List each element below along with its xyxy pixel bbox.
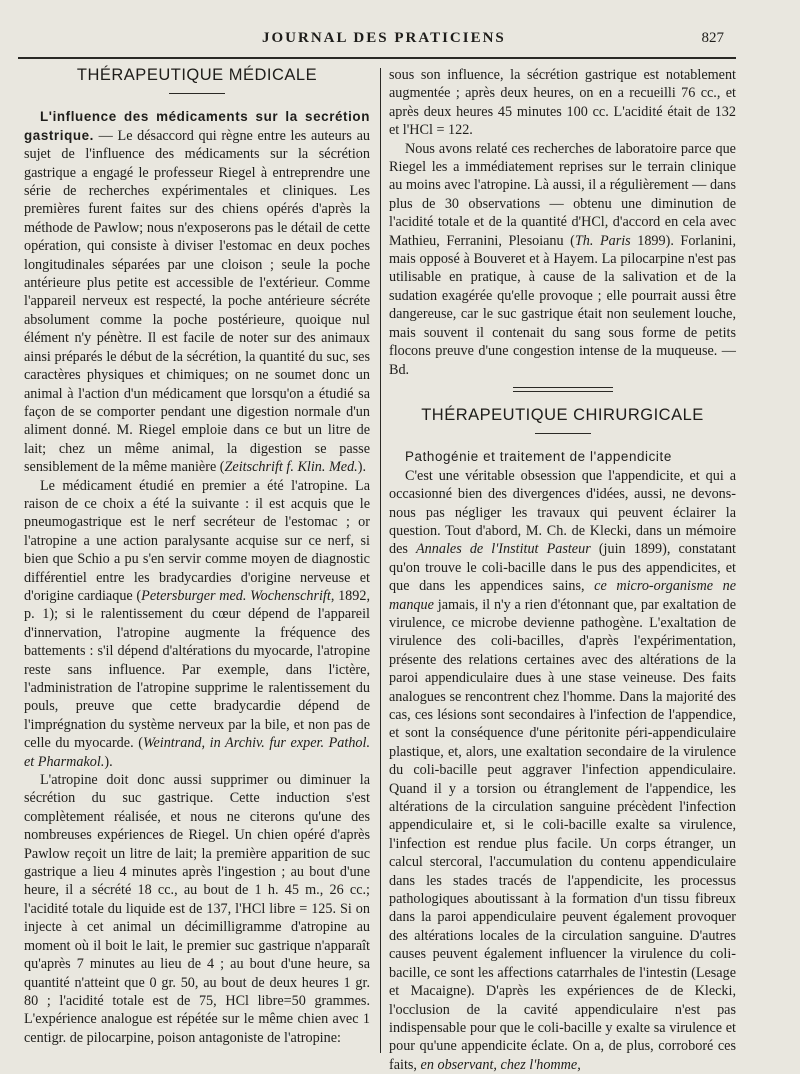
paragraph-text: Le médicament étudié en premier a été l'atropine. La raison de ce choix a été la suivante : il est acquis que le pneumogastrique est le nerf secréteur de l'estomac ; or l'atropine a une action paralysante acquise sur ce nerf, si bien que Schio a pu s'en servir comme moyen de diagnostic différentiel entre les bradycardies d'origine nerveuse et d'origine cardiaque ( <box>24 477 370 604</box>
paragraph-text: ). <box>104 753 113 770</box>
paragraph-text: C'est une véritable obsession que l'appendicite, et qui a occasionné bien des divergences d'idées, aussi, ne devons-nous pas négliger les travaux qui peuvent éclairer la question. Tout d'abord, M. Ch. de Klecki, dans un mémoire des <box>389 467 736 558</box>
citation: Weintrand, in Archiv. fur exper. Pathol. et Pharmakol. <box>24 735 370 770</box>
paragraph-text: , 1892, p. 1); si le ralentissement du cœur dépend de l'appareil d'innervation, l'atropine augmente la fréquence des battements : s'il dépend d'altérations du myocarde, l'atropine reste sans influence. Par exemple, dans l'ictère, l'administration de l'atropine supprime le ralentissement du pouls, preuve que cette bradycardie dépend de l'imprégnation du système nerveux par la bile, et non pas de celle du myocarde. ( <box>24 587 371 752</box>
section-rule <box>169 93 225 94</box>
paragraph-text: 1899). Forlanini, mais opposé à Bouveret et à Hayem. La pilocarpine n'est pas utilisable en pratique, à cause de la salivation et de la sudation exagérée qu'elle provoque ; elle pourrait aussi être dangereuse, car le suc gastrique était non seulement louche, mais souvent il contenait du sang sous forme de petits flocons preuve d'une congestion intense de la muqueuse. — Bd. <box>389 232 736 378</box>
citation: Annales de l'Institut Pasteur <box>416 541 591 558</box>
article-paragraph-4 <box>389 140 736 379</box>
column-divider <box>380 68 381 1053</box>
emphasis: ce micro-organisme ne manque <box>389 578 736 613</box>
section-rule <box>535 433 591 434</box>
journal-title: JOURNAL DES PRATICIENS <box>262 30 506 46</box>
emphasis: en observant, chez l'homme, <box>420 1056 581 1073</box>
citation: Th. Paris <box>574 232 631 249</box>
article-separator <box>513 387 613 392</box>
citation: Zeitschrift f. Klin. Med. <box>224 459 358 476</box>
header-rule <box>18 57 736 59</box>
running-head <box>0 30 800 52</box>
continued-paragraph: sous son influence, la sécrétion gastrique est notablement augmentée ; après deux heures, on en a recueilli 76 cc., et après deux heures 45 minutes 100 cc. L'acidité était de 132 et l'HCl = 122. <box>389 67 736 139</box>
section-title-medicale: THÉRAPEUTIQUE MÉDICALE <box>76 66 318 84</box>
page-number: 827 <box>701 30 724 46</box>
section-title-chirurgicale: THÉRAPEUTIQUE CHIRURGICALE <box>421 405 704 424</box>
citation: Petersburger med. Wochenschrift <box>141 587 331 604</box>
article-heading-appendicite: Pathogénie et traitement de l'appendicite <box>405 449 672 465</box>
paragraph-text: jamais, il n'y a rien d'étonnant que, par exaltation de virulence, ce microbe devienne pathogène. L'exaltation de virulence des coli-bacilles, d'après l'expérimentation, présente des relations certaines avec des altérations de la paroi appendiculaire dues à une stase veineuse. Des faits analogues se rencontrent chez l'homme. Dans la majorité des cas, ces lésions sont secondaires à l'infection de l'appendice, et sont la conséquence d'une péritonite péri-appendiculaire plastique, et, alors, une exaltation secondaire de la virulence du coli-bacille peut aggraver l'infection appendiculaire. Quand il y a torsion ou étranglement de l'appendice, les altérations de la circulation sanguine précèdent l'infection appendiculaire et, si le coli-bacille exalte sa virulence, l'infection est rendue plus facile. Un corps étranger, un calcul stercoral, l'accumulation du contenu appendiculaire dans les stades tracés de l'appendicite, les processus pathologiques aboutissant à la formation d'un tissu fibreux dans la paroi appendiculaire peuvent également provoquer des altérations locales de la circulation sanguine. D'autres causes peuvent également influencer la virulence du coli-bacille, ce sont les affections catarrhales de l'intestin (Lesage et Macaigne). D'après les expériences de de Klecki, l'occlusion de la cavité appendiculaire n'est pas indispensable pour que le coli-bacille y exalte sa virulence et pour qu'une appendicite éclate. On a, de plus, corroboré ces faits, <box>389 596 736 1073</box>
article-title-secretion: L'influence des médicaments sur la secrétion gastrique. <box>24 109 370 143</box>
right-column <box>389 66 736 1074</box>
article-paragraph-2 <box>24 477 370 772</box>
left-column <box>24 66 370 1047</box>
paragraph-text: (juin 1899), constatant qu'on trouve le coli-bacille dans le pus des appendicites, et que dans les appendices sains, <box>389 541 736 595</box>
article-paragraph-3: L'atropine doit donc aussi supprimer ou diminuer la sécrétion du suc gastrique. Cette induction s'est complètement réalisée, et nous ne citerons qu'une des nombreuses expériences de Riegel. Un chien opéré d'après Pawlow reçoit un litre de lait; la première apparition de suc gastrique a lieu 4 minutes après l'ingestion ; au bout d'une heure, il a sécrété 18 cc., au bout de 1 h. 45 m., 26 cc.; l'acidité totale du liquide est de 137, l'HCl libre = 125. Si on injecte à cet animal un décimilligramme d'atropine au moment où il boit le lait, le premier suc gastrique n'apparaît qu'après 7 minutes au lieu de 4 ; au bout d'une heure, sa quantité n'atteint que 0 gr. 50, au bout de deux heures 1 gr. 80 ; l'acidité totale est de 75, HCl libre=50 grammes. L'expérience analogue est répétée sur le même chien avec 1 centigr. de pilocarpine, poison antagoniste de l'atropine: <box>24 772 370 1046</box>
paragraph-text: — Le désaccord qui règne entre les auteurs au sujet de l'influence des médicaments sur la sécrétion gastrique a engagé le professeur Riegel à entreprendre une série de recherches expérimentales et cliniques. Les premières furent faites sur des chiens opérés d'après la méthode de Pawlow; nous n'exposerons pas le détail de cette opération, qui consiste à diviser l'estomac en deux poches longitudinales séparées par une cloison ; seule la poche antérieure plus petite est accessible de l'extérieur. Comme l'appareil nerveux est respecté, la poche antérieure sécréte absolument comme la poche postérieure, quoique nul élément n'y pénètre. Il est facile de noter sur des animaux ainsi préparés le début de la sécrétion, la quantité du suc, ses caractères physiques et chimiques; on ne soumet donc un animal à l'action d'un médicament que lorsqu'on a étudié sa façon de se comporter pendant une digestion normale d'un aliment donné. M. Riegel emploie dans ce but un litre de lait; chez un même animal, la digestion se passe sensiblement de la même manière ( <box>24 127 370 476</box>
paragraph-text: Nous avons relaté ces recherches de laboratoire parce que Riegel les a immédiatement reprises sur le terrain clinique au moins avec l'atropine. Là aussi, il a régulièrement — dans plus de 30 observations — obtenu une diminution de l'acidité totale et de la quantité d'HCl, d'accord en cela avec Mathieu, Ferranini, Plesoianu ( <box>389 140 736 249</box>
article-paragraph-1 <box>24 108 370 476</box>
paragraph-text: ). <box>357 459 367 476</box>
article-paragraph-5 <box>389 467 736 1074</box>
